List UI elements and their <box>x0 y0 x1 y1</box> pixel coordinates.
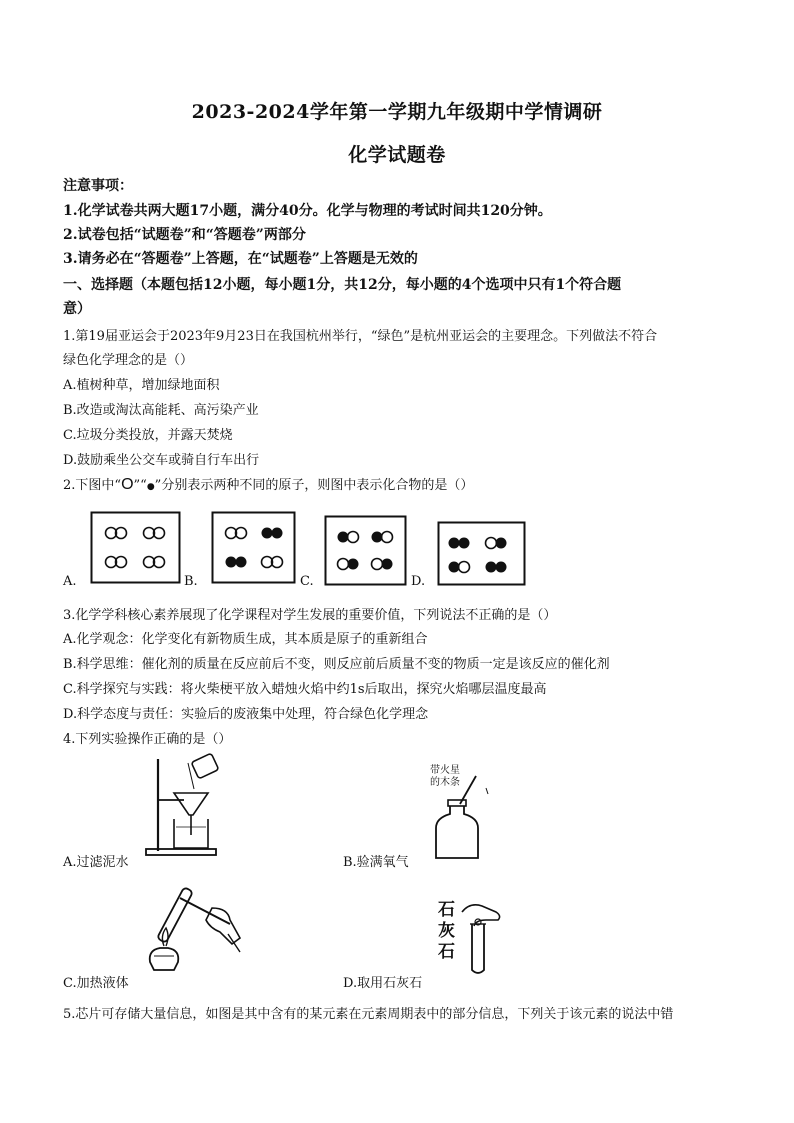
q4-option-d: D.取用石灰石 <box>343 976 423 991</box>
q2-symbol-open-atom: O <box>121 476 134 493</box>
q4-figure-heating <box>140 878 250 978</box>
notice-item-2: 2.试卷包括“试题卷”和“答题卷”两部分 <box>63 227 306 243</box>
q2-figure-c <box>325 516 407 586</box>
notice-heading: 注意事项： <box>63 178 133 194</box>
q2-option-c-label: C. <box>300 574 314 589</box>
q2-figure-a <box>91 512 181 584</box>
q4-stem: 4.下列实验操作正确的是（） <box>63 732 232 747</box>
q3-option-c: C.科学探究与实践：将火柴梗平放入蜡烛火焰中约1s后取出，探究火焰哪层温度最高 <box>63 682 547 697</box>
q4-option-a: A.过滤泥水 <box>63 855 129 870</box>
q1-option-d: D.鼓励乘坐公交车或骑自行车出行 <box>63 453 260 468</box>
section1-heading: 一、选择题（本题包括12小题，每小题1分，共12分，每小题的4个选项中只有1个符合题 <box>63 277 622 293</box>
q2-figure-b <box>212 512 296 584</box>
q4-option-b: B.验满氧气 <box>343 855 409 870</box>
q2-stem-pre: 2.下图中“ <box>63 478 122 493</box>
notice-item-1: 1.化学试卷共两大题17小题，满分40分。化学与物理的考试时间共120分钟。 <box>63 203 552 219</box>
page-title: 2023-2024学年第一学期九年级期中学情调研 <box>191 101 603 123</box>
q2-option-b-label: B. <box>184 574 198 589</box>
notice-item-3: 3.请务必在“答题卷”上答题，在“试题卷”上答题是无效的 <box>63 251 418 267</box>
q4-figure-b-caption-line2: 的木条 <box>430 777 460 788</box>
q2-stem-post: ”分别表示两种不同的原子，则图中表示化合物的是（） <box>154 478 474 493</box>
q2-option-a-label: A. <box>63 574 77 589</box>
q4-figure-d-caption <box>438 900 455 963</box>
q4-figure-d-caption-char3: 石 <box>438 942 455 962</box>
q3-option-a: A.化学观念：化学变化有新物质生成，其本质是原子的重新组合 <box>63 632 428 647</box>
q1-option-c: C.垃圾分类投放，并露天焚烧 <box>63 428 233 443</box>
q4-figure-b-caption-line1: 带火星 <box>430 765 460 776</box>
q4-figure-filtration <box>138 755 228 859</box>
q4-figure-d-caption-char2: 灰 <box>438 921 455 941</box>
q3-option-b: B.科学思维：催化剂的质量在反应前后不变，则反应前后质量不变的物质一定是该反应的催化剂 <box>63 657 610 672</box>
q1-option-a: A.植树种草，增加绿地面积 <box>63 378 220 393</box>
q2-option-d-label: D. <box>411 574 426 589</box>
q2-symbol-filled-atom: ● <box>146 482 155 492</box>
q5-stem: 5.芯片可存储大量信息，如图是其中含有的某元素在元素周期表中的部分信息，下列关于该元素的说法中错 <box>63 1007 674 1022</box>
q4-figure-oxygen-bottle <box>430 770 490 862</box>
q4-option-c: C.加热液体 <box>63 976 129 991</box>
q2-figure-d <box>438 522 526 586</box>
q1-stem-cont: 绿色化学理念的是（） <box>63 353 194 368</box>
q2-stem <box>63 474 473 494</box>
q3-option-d: D.科学态度与责任：实验后的废液集中处理，符合绿色化学理念 <box>63 707 429 722</box>
q1-stem: 1.第19届亚运会于2023年9月23日在我国杭州举行，“绿色”是杭州亚运会的主要理念。下列做法不符合 <box>63 329 658 344</box>
q2-stem-mid: ”“ <box>133 478 147 493</box>
q4-figure-d-caption-char1: 石 <box>438 900 455 920</box>
page-subtitle: 化学试题卷 <box>348 144 446 166</box>
q1-option-b: B.改造或淘汰高能耗、高污染产业 <box>63 403 259 418</box>
q3-stem: 3.化学学科核心素养展现了化学课程对学生发展的重要价值，下列说法不正确的是（） <box>63 608 557 623</box>
q4-figure-limestone <box>456 898 516 978</box>
section1-heading-cont: 意） <box>63 301 91 317</box>
